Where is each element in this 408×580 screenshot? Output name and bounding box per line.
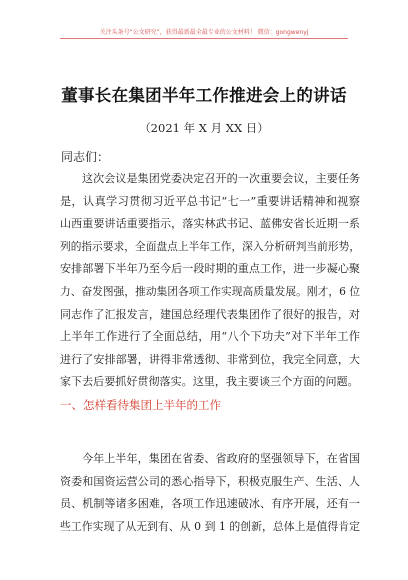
paragraph-line: 员、机制等诸多困难，各项工作迅速破冰、有序开展，还有一 (60, 497, 360, 511)
paragraph-line: 上半年工作进行了全面总结，用“八个下功夫”对下半年工作 (60, 330, 360, 344)
paragraph-line: 进行了安排部署，讲得非常透彻、非常到位，我完全同意，大 (60, 352, 360, 366)
paragraph-line: 资委和国资运营公司的悉心指导下，积极克服生产、生活、人 (60, 474, 360, 488)
header-notice: 关注头条号“公文研究”，获得最新最全最专业的公文材料！ 微信：gongwenyj (99, 29, 309, 36)
paragraph-line: 些工作实现了从无到有、从 0 到 1 的创新，总体上是值得肯定 (60, 519, 360, 533)
paragraph-2 (60, 448, 360, 538)
paragraph-line: 山西重要讲话重要指示，落实林武书记、蓝佛安省长近期一系 (60, 217, 360, 231)
paragraph-1 (60, 168, 360, 394)
paragraph-line: 家下去后要抓好贯彻落实。这里，我主要谈三个方面的问题。 (60, 375, 359, 389)
paragraph-line: 安排部署下半年乃至今后一段时期的重点工作，进一步凝心聚 (60, 262, 360, 276)
paragraph-line: 同志作了汇报发言，建国总经理代表集团作了很好的报告，对 (60, 307, 360, 321)
salutation: 同志们： (61, 150, 110, 164)
document-title: 董事长在集团半年工作推进会上的讲话 (61, 86, 347, 105)
paragraph-line: 这次会议是集团党委决定召开的一次重要会议，主要任务 (82, 172, 360, 185)
document-date: （2021 年 X 月 XX 日） (139, 121, 269, 135)
paragraph-line: 列的指示要求，全面盘点上半年工作，深入分析研判当前形势， (60, 239, 360, 253)
section-heading-1: 一、怎样看待集团上半年的工作 (60, 398, 221, 412)
paragraph-line: 力、奋发图强，推动集团各项工作实现高质量发展。刚才，6 位 (60, 284, 360, 298)
header-divider (60, 38, 348, 39)
paragraph-line: 是，认真学习贯彻习近平总书记“七一”重要讲话精神和视察 (60, 194, 360, 208)
paragraph-line: 今年上半年，集团在省委、省政府的坚强领导下，在省国 (82, 452, 360, 465)
